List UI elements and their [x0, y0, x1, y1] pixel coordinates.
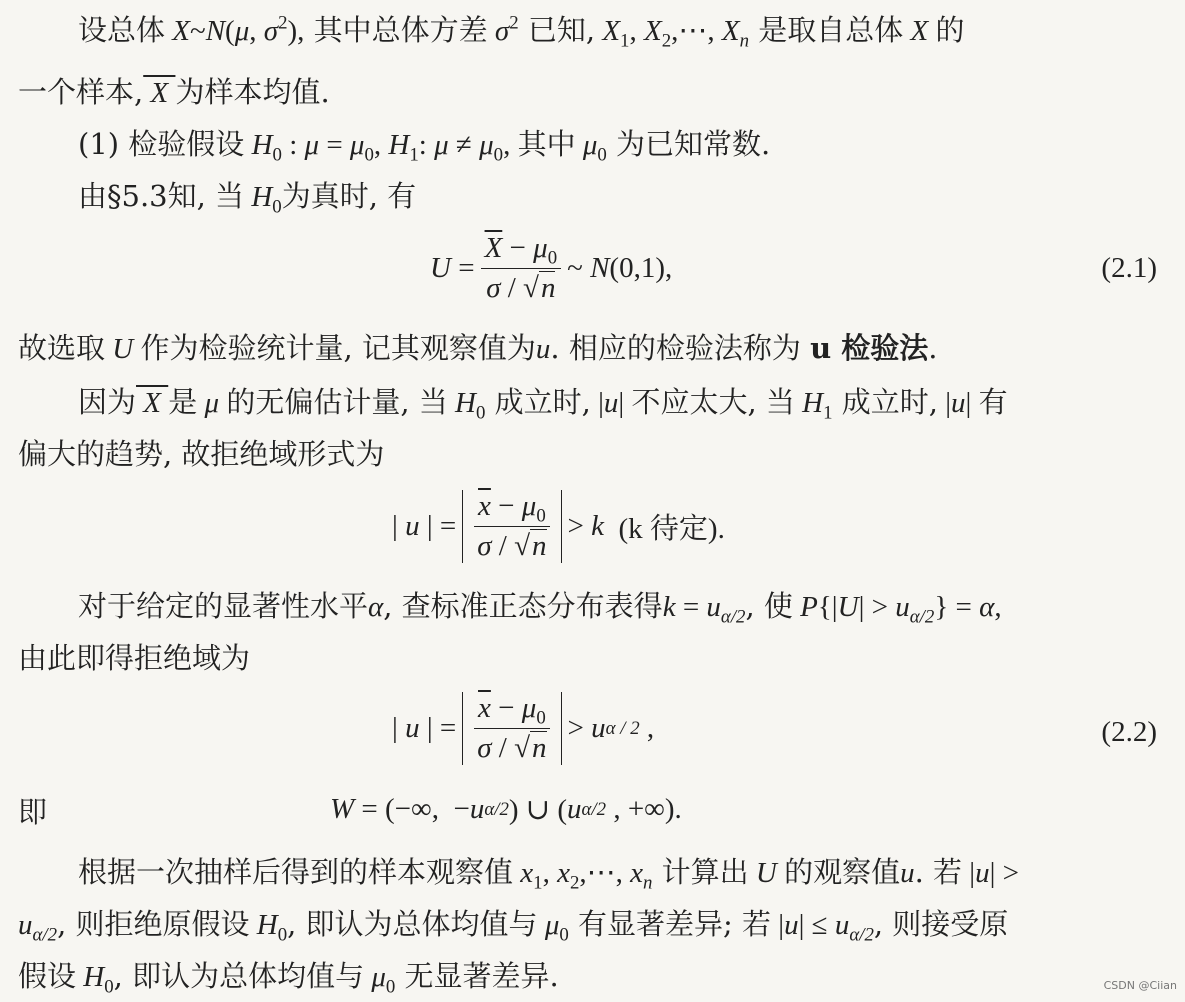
para-section-ref: 由§5.3知, 当 $H_0$为真时, 有	[78, 179, 417, 218]
text: 其中	[517, 127, 576, 161]
text: 由§5.3知, 当	[78, 179, 245, 213]
equation-number-2-2: (2.2)	[1101, 716, 1157, 748]
text: 因为	[78, 385, 137, 419]
para-u-test: 故选取 U 作为检验统计量, 记其观察值为u. 相应的检验法称为 u 检验法.	[18, 331, 938, 365]
para-significance-line1: 对于给定的显著性水平α, 查标准正态分布表得$k = u_{\alpha/2}$, 使 $P\{|U| > u_{\alpha/2}\} = \alpha$,	[78, 589, 1002, 628]
text: , 即认为总体均值与	[113, 959, 365, 993]
text: 计算出	[661, 855, 749, 889]
para-significance-line2	[18, 638, 250, 678]
para-unbiased-line2	[18, 434, 384, 474]
para-decision-line2: $u_{\alpha/2}$, 则拒绝原假设 $H_0$, 即认为总体均值与 $\mu_0$ 有显著差异; 若 $|u| \le u_{\alpha/2}$, 则接受原	[18, 907, 1009, 946]
watermark: CSDN @Ciian	[1103, 979, 1177, 992]
equation-reject-k: | u | = $\frac{\overline{x} - \mu_0}{\sigma / √n}$ > k (k 待定).	[392, 490, 725, 562]
text: , 则接受原	[873, 907, 1009, 941]
para-decision-line1: 根据一次抽样后得到的样本观察值 $x_1$, $x_2,\cdots$, $x_n$ 计算出 U 的观察值u. 若 |u| >	[78, 855, 1020, 894]
text: . 若	[914, 855, 963, 889]
para-intro-line2: 一个样本, X 为样本均值.	[18, 75, 330, 109]
text: , 查标准正态分布表得	[383, 589, 663, 623]
absolute-value	[462, 490, 561, 563]
text: 的观察值	[784, 855, 901, 889]
equation-rejection-region: W = (−∞, − u α/2 ) ∪ ( u α/2 , +∞).	[330, 793, 682, 826]
u-test-term: u 检验法	[810, 331, 929, 365]
text: 有	[978, 385, 1008, 419]
text: 假设	[18, 959, 77, 993]
fraction: $\frac{\overline{x} - \mu_0}{\sigma / √n}$	[473, 490, 550, 563]
absolute-value	[462, 692, 561, 765]
text: . 相应的检验法称为	[550, 331, 801, 365]
text: 有显著差异; 若	[578, 907, 772, 941]
text: (k 待定).	[618, 513, 725, 545]
fraction: $\frac{\overline{x} - \mu_0}{\sigma / √n}$	[473, 692, 550, 765]
para-hypothesis: (1) 检验假设 $H_0$ : $\mu = \mu_0$, $H_1$: $\mu \ne \mu_0$, 其中 $\mu_0$ 为已知常数.	[78, 127, 771, 166]
text: 成立时,	[841, 385, 938, 419]
text: 对于给定的显著性水平	[78, 589, 369, 623]
text: 为样本均值.	[175, 75, 330, 109]
text: 作为检验统计量, 记其观察值为	[140, 331, 536, 365]
equation-2-1: U = $\frac{\overline{X} - \mu_0}{\sigma / √n}$ ~ N (0,1),	[430, 232, 673, 304]
fraction: $\frac{\overline{X} - \mu_0}{\sigma / √n}$	[481, 232, 562, 305]
text: 是取自总体	[758, 13, 904, 47]
text: 的	[935, 13, 965, 47]
text: , 使	[745, 589, 793, 623]
text: 由此即得拒绝域为	[18, 641, 251, 675]
para-intro-line1: 设总体 X~N(μ, $\sigma^2$), 其中总体方差 $\sigma^2$ 已知, $X_1$, $X_2,\cdots$, $X_n$ 是取自总体 X 的	[78, 12, 965, 52]
para-unbiased-line1: 因为 X 是 μ 的无偏估计量, 当 $H_0$ 成立时, |u| 不应太大, 当 $H_1$ 成立时, |u| 有	[78, 385, 1008, 424]
text: 成立时,	[494, 385, 591, 419]
text: 一个样本,	[18, 75, 144, 109]
text: 偏大的趋势, 故拒绝域形式为	[18, 437, 385, 471]
text: 根据一次抽样后得到的样本观察值	[78, 855, 514, 889]
text: , 则拒绝原假设	[57, 907, 250, 941]
para-decision-line3: 假设 $H_0$, 即认为总体均值与 $\mu_0$ 无显著差异.	[18, 959, 559, 998]
text: (1) 检验假设	[78, 127, 245, 161]
text: 为已知常数.	[616, 127, 771, 161]
text: 已知,	[527, 13, 596, 47]
text: 故选取	[18, 331, 106, 365]
label-ji: 即	[18, 795, 48, 829]
equation-2-2: | u | = $\frac{\overline{x} - \mu_0}{\sigma / √n}$ > u α / 2 ,	[392, 692, 655, 764]
text: .	[928, 331, 938, 365]
equation-number-2-1: (2.1)	[1101, 252, 1157, 284]
text: 不应太大, 当	[631, 385, 795, 419]
text: 是	[168, 385, 198, 419]
text: 的无偏估计量, 当	[226, 385, 448, 419]
text: 其中总体方差	[313, 13, 488, 47]
text: 无显著差异.	[404, 959, 559, 993]
text: , 即认为总体均值与	[287, 907, 538, 941]
text: 为真时, 有	[281, 179, 417, 213]
text: 设总体	[78, 13, 166, 47]
